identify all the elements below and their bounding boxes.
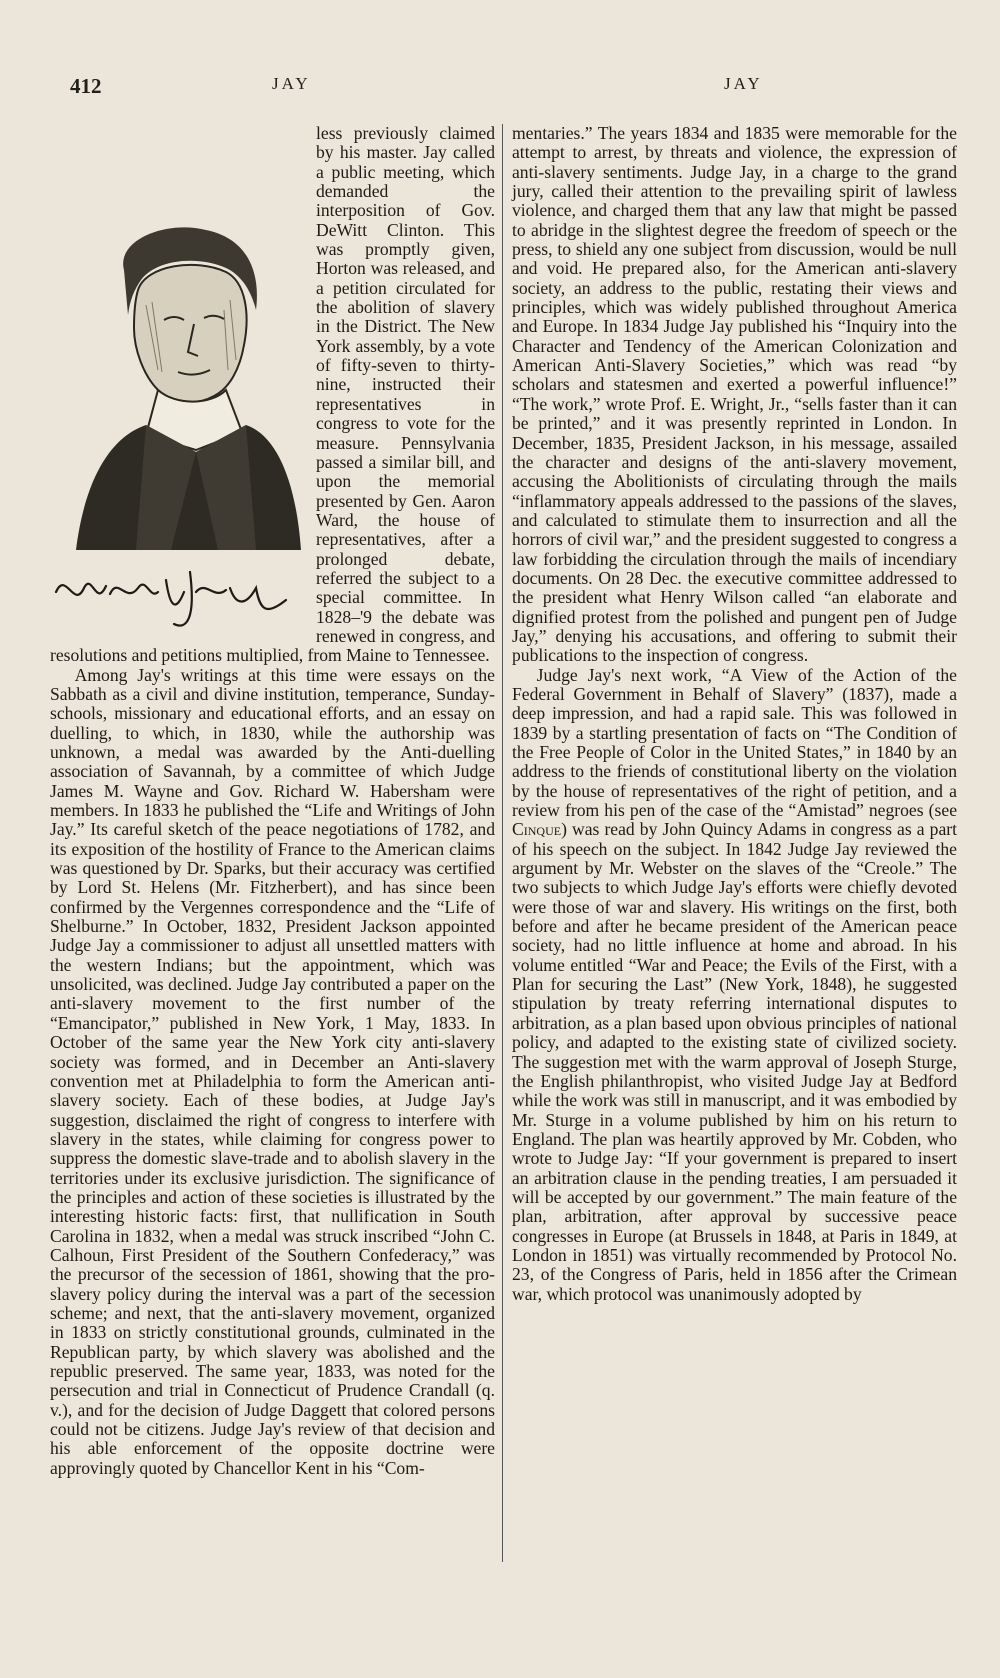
right-paragraph-1: mentaries.” The years 1834 and 1835 were memorable for the attempt to arrest, by threats and violence, the expression of anti-slavery sentiments. Judge Jay, in a charge to the grand jury, called their attention to the prevailing spirit of lawless violence, and charged them that any law that might be passed to abridge in the slightest degree the freedom of speech or the press, to shield any one subject from discussion, would be null and void. He prepared also, for the American anti-slavery society, an address to the public, restating their views and principles, which was widely published throughout America and Europe. In 1834 Judge Jay published his “Inquiry into the Character and Tendency of the American Colonization and American Anti-Slavery Societies,” which was read “by scholars and statesmen and exerted a powerful influence!” “The work,” wrote Prof. E. Wright, Jr., “sells faster than it can be printed,” and it was presently reprinted in London. In December, 1835, President Jackson, in his message, assailed the character and designs of the anti-slavery movement, accusing the Abolitionists of circulating through the mails “inflammatory appeals addressed to the passions of the slaves, and calculated to stimulate them to insurrection and all the horrors of civil war,” and the president suggested to congress a law forbidding the circulation through the mails of incendiary documents. On 28 Dec. the executive committee addressed to the president what Henry Wilson called “an elaborate and dignified protest from the polished and pungent pen of Judge Jay,” denying his accusations, and offering to submit their publications to the inspection of congress. <box>512 123 957 666</box>
right-paragraph-2a: Judge Jay's next work, “A View of the Action of the Federal Government in Behalf of Slavery” (1837), made a deep impression, and had a rapid sale. This was followed in 1839 by a startling presentation of facts on “The Condition of the Free People of Color in the United States,” in 1840 by an address to the friends of constitutional liberty on the violation by the house of representatives of the right of petition, and a review from his pen of the case of the “Amistad” negroes (see <box>512 664 957 821</box>
column-divider <box>502 124 503 1562</box>
right-column <box>512 124 957 1304</box>
running-head-left: JAY <box>272 74 311 93</box>
right-paragraph-2 <box>512 666 957 1304</box>
right-paragraph-2b: ) was read by John Quincy Adams in congress as a part of his speech on the subject. In 1842 Judge Jay reviewed the argument by Mr. Webster on the slaves of the “Creole.” The two subjects to which Judge Jay's efforts were chiefly devoted were those of war and slavery. His writings on the first, both before and after he became president of the American peace society, had no little influence at home and abroad. In his volume entitled “War and Peace; the Evils of the First, with a Plan for securing the Last” (New York, 1848), he suggested stipulation by treaty referring international disputes to arbitration, as a plan based upon obvious principles of national policy, and adapted to the existing state of civilized society. The suggestion met with the warm approval of Joseph Sturge, the English philanthropist, who visited Judge Jay at Bedford while the work was still in manuscript, and it was embodied by Mr. Sturge in a volume published by him on his return to England. The plan was heartily approved by Mr. Cobden, who wrote to Judge Jay: “If your government is prepared to insert an arbitration clause in the pending treaties, I am persuaded it will be accepted by our government.” The main feature of the plan, arbitration, after approval by successive peace congresses in Europe (at Brussels in 1848, at Paris in 1849, at London in 1851) was virtually recommended by Protocol No. 23, of the Congress of Paris, held in 1856 after the Crimean war, which protocol was unanimously adopted by <box>512 819 957 1304</box>
cross-reference-cinque: Cinque <box>512 819 562 840</box>
page-number: 412 <box>70 74 102 98</box>
left-paragraph-1: less previously claimed by his master. Jay called a public meeting, which demanded the interposition of Gov. DeWitt Clinton. This was promptly given, Horton was released, and a petition circulated for the abolition of slavery in the District. The New York assembly, by a vote of fifty-seven to thirty-nine, instructed their representatives in congress to vote for the measure. Pennsylvania passed a similar bill, and upon the memorial presented by Gen. Aaron Ward, the house of representatives, after a prolonged debate, referred the subject to a special committee. In 1828–'9 the debate was renewed in congress, and resolutions and petitions multiplied, from Maine to Tennessee. <box>50 123 495 666</box>
left-column <box>50 124 495 1478</box>
portrait-engraving <box>46 220 306 640</box>
running-head-right: JAY <box>724 74 763 93</box>
left-paragraph-2: Among Jay's writings at this time were essays on the Sabbath as a civil and divine institution, temperance, Sunday-schools, missionary and educational efforts, and an essay on duelling, to which, in 1830, while the authorship was unknown, a medal was awarded by the Anti-duelling association of Savannah, by a committee of which Judge James M. Wayne and Gov. Richard W. Habersham were members. In 1833 he published the “Life and Writings of John Jay.” Its careful sketch of the peace negotiations of 1782, and its exposition of the hostility of France to the American claims was questioned by Dr. Sparks, but their accuracy was certified by Lord St. Helens (Mr. Fitzherbert), and has since been confirmed by the Vergennes correspondence and the “Life of Shelburne.” In October, 1832, President Jackson appointed Judge Jay a commissioner to adjust all unsettled matters with the western Indians; but the appointment, which was unsolicited, was declined. Judge Jay contributed a paper on the anti-slavery movement to the first number of the “Emancipator,” published in New York, 1 May, 1833. In October of the same year the New York city anti-slavery society was formed, and in December an Anti-slavery convention met at Philadelphia to form the American anti-slavery society. Each of these bodies, at Judge Jay's suggestion, disclaimed the right of congress to interfere with slavery in the states, while claiming for congress power to suppress the domestic slave-trade and to abolish slavery in the territories under its exclusive jurisdiction. The significance of the principles and action of these societies is illustrated by the interesting historic facts: first, that nullification in South Carolina in 1832, when a medal was struck inscribed “John C. Calhoun, First President of the Southern Confederacy,” was the precursor of the secession of 1861, showing that the pro-slavery policy during the interval was a part of the secession scheme; and next, that the anti-slavery movement, organized in 1833 on strictly constitutional grounds, culminated in the Republican party, by which slavery was abolished and the republic preserved. The same year, 1833, was noted for the persecution and trial in Connecticut of Prudence Crandall (q. v.), and for the decision of Judge Daggett that colored persons could not be citizens. Judge Jay's review of that decision and his able enforcement of the opposite doctrine were approvingly quoted by Chancellor Kent in his “Com- <box>50 664 495 1478</box>
portrait-illustration <box>46 220 306 640</box>
